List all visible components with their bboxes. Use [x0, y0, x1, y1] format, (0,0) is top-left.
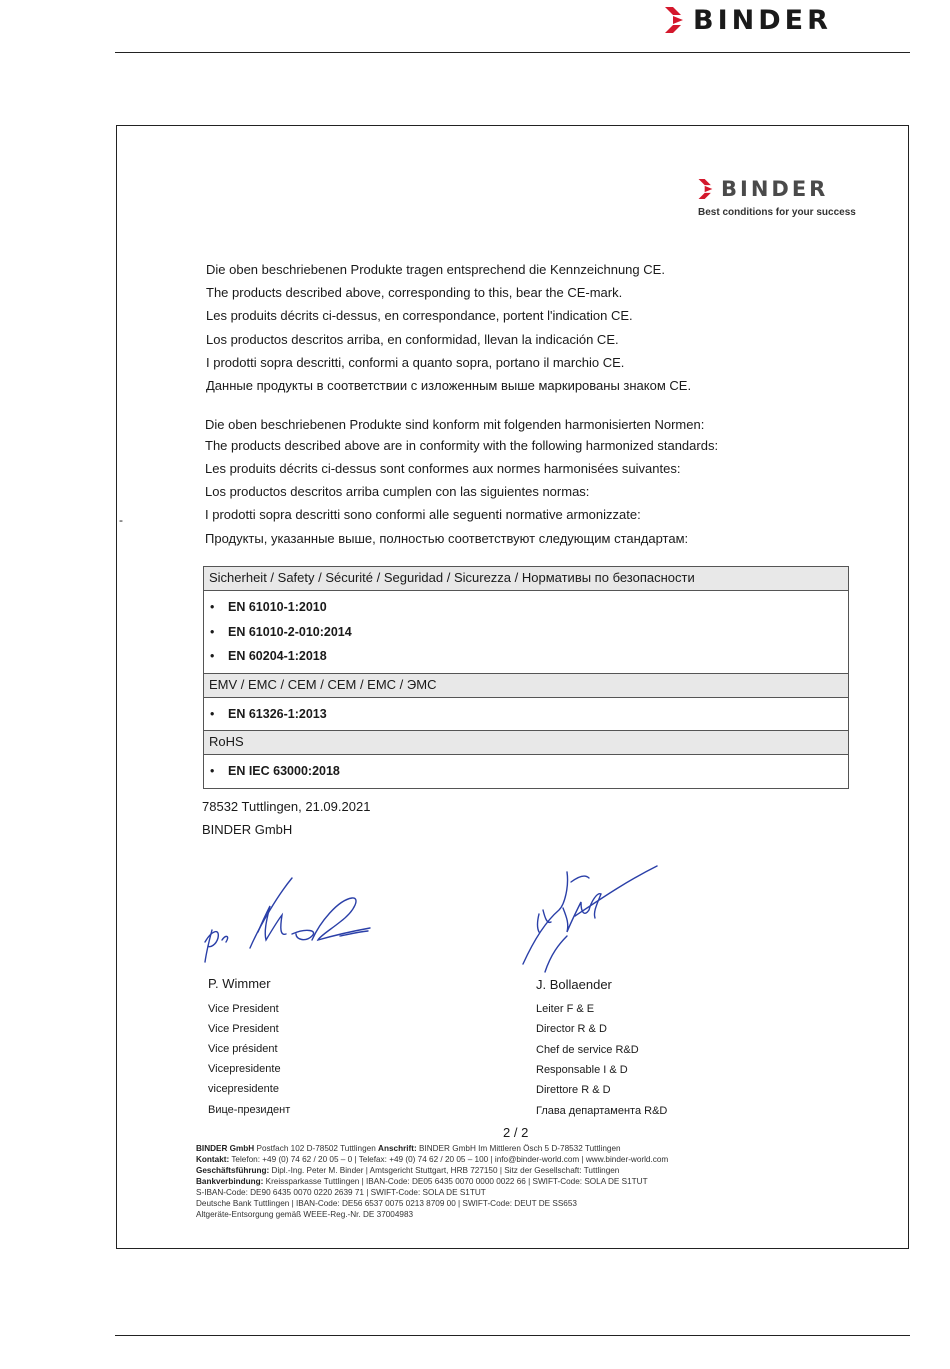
ce-line-en: The products described above, corresponding to this, bear the CE-mark. [206, 285, 623, 300]
company-tagline: Best conditions for your success [698, 207, 856, 218]
standards-intro-it: I prodotti sopra descritti sono conformi alle seguenti normative armonizzate: [205, 507, 641, 522]
footer-rule [115, 1335, 910, 1336]
standards-list-emc [204, 698, 848, 731]
signatory-title: Vice President [208, 1003, 279, 1015]
standard-code: EN 61010-2-010:2014 [228, 624, 352, 639]
standards-heading-emc: EMV / EMC / CEM / CEM / EMC / ЭМС [204, 673, 848, 698]
standards-table [203, 566, 849, 789]
list-item: • EN 61326-1:2013 [210, 702, 848, 727]
list-item: • EN 60204-1:2018 [210, 644, 848, 669]
signatory-title: Вице-президент [208, 1104, 291, 1116]
header-rule [115, 52, 910, 53]
binder-logo-letterhead [698, 177, 828, 201]
signatory-title: Chef de service R&D [536, 1044, 639, 1056]
standards-intro-es: Los productos descritos arriba cumplen con las siguientes normas: [205, 484, 590, 499]
signatory-title: Vicepresidente [208, 1063, 281, 1075]
list-item: • EN 61010-2-010:2014 [210, 620, 848, 645]
standards-intro-ru: Продукты, указанные выше, полностью соответствуют следующим стандартам: [205, 531, 689, 546]
standard-code: EN 60204-1:2018 [228, 649, 327, 663]
signatory-title: Глава департамента R&D [536, 1105, 668, 1117]
standards-intro-de: Die oben beschriebenen Produkte sind konform mit folgenden harmonisierten Normen: [205, 417, 705, 432]
footer-line: S-IBAN-Code: DE90 6435 0070 0220 2639 71 | SWIFT-Code: SOLA DE S1TUT [196, 1188, 486, 1197]
signatory-title: Direttore R & D [536, 1084, 611, 1096]
standards-intro-fr: Les produits décrits ci-dessus sont conformes aux normes harmonisées suivantes: [205, 461, 681, 476]
footer-line: Altgeräte-Entsorgung gemäß WEEE-Reg.-Nr. DE 37004983 [196, 1210, 414, 1219]
company-name: BINDER GmbH [202, 822, 293, 837]
standard-code: EN IEC 63000:2018 [228, 764, 340, 778]
standards-heading-safety: Sicherheit / Safety / Sécurité / Seguridad / Sicurezza / Нормативы по безопасности [204, 567, 848, 591]
binder-logo-icon [665, 7, 687, 33]
signature-bollaender-icon [515, 862, 665, 977]
standards-intro-en: The products described above are in conformity with the following harmonized standards: [205, 438, 719, 453]
footer-line: Bankverbindung: Kreissparkasse Tuttlingen | IBAN-Code: DE05 6435 0070 0000 0022 66 | SWIFT-Code: SOLA DE S1TUT [196, 1177, 648, 1186]
signatory-name-wimmer: P. Wimmer [208, 976, 271, 991]
signatory-title: vicepresidente [208, 1083, 279, 1095]
ce-line-de: Die oben beschriebenen Produkte tragen entsprechend die Kennzeichnung CE. [206, 262, 665, 277]
signatory-title: Vice President [208, 1023, 279, 1035]
footer-line: Geschäftsführung: Dipl.-Ing. Peter M. Binder | Amtsgericht Stuttgart, HRB 727150 | Sitz der Gesellschaft: Tuttlingen [196, 1166, 620, 1175]
signatory-name-bollaender: J. Bollaender [536, 977, 612, 992]
footer-line: BINDER GmbH Postfach 102 D-78502 Tuttlingen Anschrift: BINDER GmbH Im Mittleren Ösch 5 D-78532 Tuttlingen [196, 1144, 621, 1153]
signatory-title: Vice président [208, 1043, 278, 1055]
standard-code: EN 61010-1:2010 [228, 600, 327, 614]
ce-line-ru: Данные продукты в соответствии с изложенным выше маркированы знаком CE. [206, 378, 692, 393]
footer-line: Kontakt: Telefon: +49 (0) 74 62 / 20 05 – 0 | Telefax: +49 (0) 74 62 / 20 05 – 100 | info@binder-world.com | www.binder-world.com [196, 1155, 669, 1164]
margin-mark: - [119, 513, 123, 527]
logo-wordmark: BINDER [721, 177, 829, 201]
standards-list-rohs [204, 755, 848, 788]
binder-logo-icon [698, 179, 716, 199]
ce-line-fr: Les produits décrits ci-dessus, en correspondance, portent l'indication CE. [206, 308, 633, 323]
standards-heading-rohs: RoHS [204, 730, 848, 755]
signatory-title: Director R & D [536, 1023, 607, 1035]
signatory-title: Leiter F & E [536, 1003, 595, 1015]
list-item: • EN 61010-1:2010 [210, 595, 848, 620]
ce-line-it: I prodotti sopra descritti, conformi a quanto sopra, portano il marchio CE. [206, 355, 625, 370]
company-footer [196, 1143, 668, 1220]
page-number: 2 / 2 [503, 1125, 529, 1140]
signatory-title: Responsable I & D [536, 1064, 628, 1076]
signature-wimmer-icon [200, 870, 380, 965]
footer-line: Deutsche Bank Tuttlingen | IBAN-Code: DE56 6537 0075 0213 8709 00 | SWIFT-Code: DEUT DE SS653 [196, 1199, 577, 1208]
ce-line-es: Los productos descritos arriba, en conformidad, llevan la indicación CE. [206, 332, 619, 347]
binder-logo-header [665, 6, 832, 34]
standard-code: EN 61326-1:2013 [228, 706, 327, 721]
list-item: • EN IEC 63000:2018 [210, 759, 848, 784]
place-date: 78532 Tuttlingen, 21.09.2021 [202, 799, 371, 814]
logo-wordmark: BINDER [693, 4, 832, 36]
standards-list-safety [204, 591, 848, 673]
